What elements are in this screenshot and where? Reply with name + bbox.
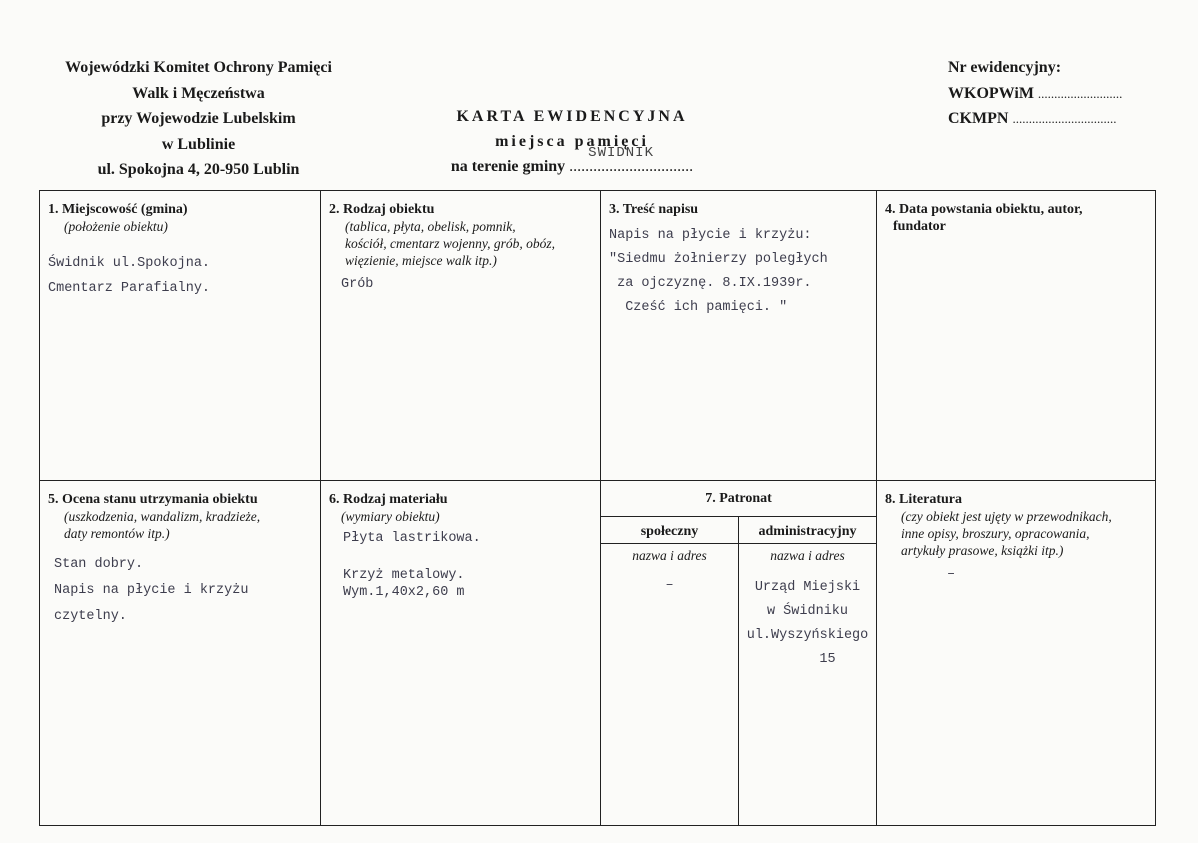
cell-material-title: 6. Rodzaj materiału [329, 492, 448, 507]
registry-number-label: Nr ewidencyjny: [948, 59, 1062, 76]
material-line-2: Krzyż metalowy. [343, 568, 465, 583]
org-line-5: ul. Spokojna 4, 20-950 Lublin [97, 161, 300, 178]
inscription-line-1: Napis na płycie i krzyżu: [609, 228, 812, 243]
condition-line-2: Napis na płycie i krzyżu [54, 583, 249, 598]
admin-line-1: Urząd Miejski [754, 580, 861, 595]
form-subtitle: miejsca pamięci [495, 133, 649, 150]
wkopwim-label: WKOPWiM [948, 84, 1034, 102]
wkopwim-line [948, 81, 1168, 107]
cell-literature-hint-3: artykuły prasowe, książki itp.) [901, 543, 1064, 558]
gmina-value: ŚWIDNIK [588, 145, 654, 161]
material-line-1: Płyta lastrikowa. [343, 531, 481, 546]
organization-header [36, 55, 361, 183]
org-line-4: w Lublinie [161, 135, 236, 153]
inscription-line-4: Cześć ich pamięci. " [609, 300, 788, 315]
patronage-social-hint: nazwa i adres [632, 548, 707, 563]
cell-material[interactable] [321, 481, 600, 825]
cell-location[interactable] [40, 191, 320, 480]
cell-object-type[interactable] [321, 191, 600, 480]
cell-creation-date[interactable] [877, 191, 1155, 480]
literature-value: – [947, 567, 956, 582]
inscription-line-2: "Siedmu żołnierzy poległych [609, 252, 828, 267]
patronage-admin-header: administracyjny [758, 524, 857, 539]
condition-line-1: Stan dobry. [54, 557, 144, 572]
cell-object-type-hint-3: więzienie, miejsce walk itp.) [345, 253, 497, 268]
patronage-social-value[interactable]: – [665, 578, 674, 593]
condition-line-3: czytelny. [54, 609, 127, 624]
inscription-line-3: za ojczyznę. 8.IX.1939r. [609, 276, 812, 291]
cell-literature-hint-1: (czy obiekt jest ujęty w przewodnikach, [901, 509, 1112, 524]
org-line-3: przy Wojewodzie Lubelskim [101, 110, 296, 127]
record-grid [39, 190, 1156, 826]
patronage-title: 7. Patronat [705, 491, 772, 506]
org-line-2: Walk i Męczeństwa [132, 84, 265, 102]
cell-literature-hint-2: inne opisy, broszury, opracowania, [901, 526, 1090, 541]
object-type-value: Grób [341, 277, 374, 292]
registry-block [948, 55, 1168, 132]
cell-object-type-hint-1: (tablica, płyta, obelisk, pomnik, [345, 219, 516, 234]
org-line-1: Wojewódzki Komitet Ochrony Pamięci [65, 59, 332, 76]
patronage-social-header: społeczny [640, 524, 699, 539]
admin-line-2: w Świdniku [766, 604, 848, 619]
location-line-1: Świdnik ul.Spokojna. [48, 256, 211, 271]
wkopwim-field[interactable]: .......................... [1037, 85, 1123, 101]
cell-condition-title: 5. Ocena stanu utrzymania obiektu [48, 492, 258, 507]
cell-location-hint: (położenie obiektu) [64, 219, 168, 234]
patronage-admin-value[interactable] [739, 576, 876, 672]
admin-line-4: 15 [819, 652, 836, 667]
material-line-3: Wym.1,40x2,60 m [343, 585, 465, 600]
cell-inscription[interactable] [601, 191, 876, 480]
gmina-field[interactable] [569, 145, 694, 179]
cell-condition-hint-2: daty remontów itp.) [64, 526, 170, 541]
gmina-line [412, 145, 732, 179]
patronage-admin-hint: nazwa i adres [770, 548, 845, 563]
cell-location-title: 1. Miejscowość (gmina) [48, 202, 188, 217]
cell-object-type-hint-2: kościół, cmentarz wojenny, grób, obóz, [345, 236, 555, 251]
cell-inscription-title: 3. Treść napisu [609, 202, 699, 217]
gmina-label: na terenie gminy [450, 158, 566, 175]
form-title-block [412, 104, 732, 179]
cell-literature[interactable] [877, 481, 1155, 825]
location-line-2: Cmentarz Parafialny. [48, 281, 211, 296]
cell-literature-title: 8. Literatura [885, 492, 962, 507]
ckmpn-label: CKMPN [948, 110, 1009, 127]
admin-line-3: ul.Wyszyńskiego [746, 628, 869, 643]
cell-condition-hint-1: (uszkodzenia, wandalizm, kradzieże, [64, 509, 261, 524]
cell-condition[interactable] [40, 481, 320, 825]
cell-creation-date-title-1: 4. Data powstania obiektu, autor, [885, 202, 1083, 217]
ckmpn-line [948, 106, 1168, 132]
gmina-dots: ............................... [569, 158, 694, 175]
ckmpn-field[interactable]: ................................ [1012, 111, 1117, 126]
form-title: KARTA EWIDENCYJNA [456, 108, 688, 125]
cell-material-hint: (wymiary obiektu) [341, 509, 440, 524]
cell-object-type-title: 2. Rodzaj obiektu [329, 202, 435, 217]
cell-creation-date-title-2: fundator [893, 219, 946, 234]
